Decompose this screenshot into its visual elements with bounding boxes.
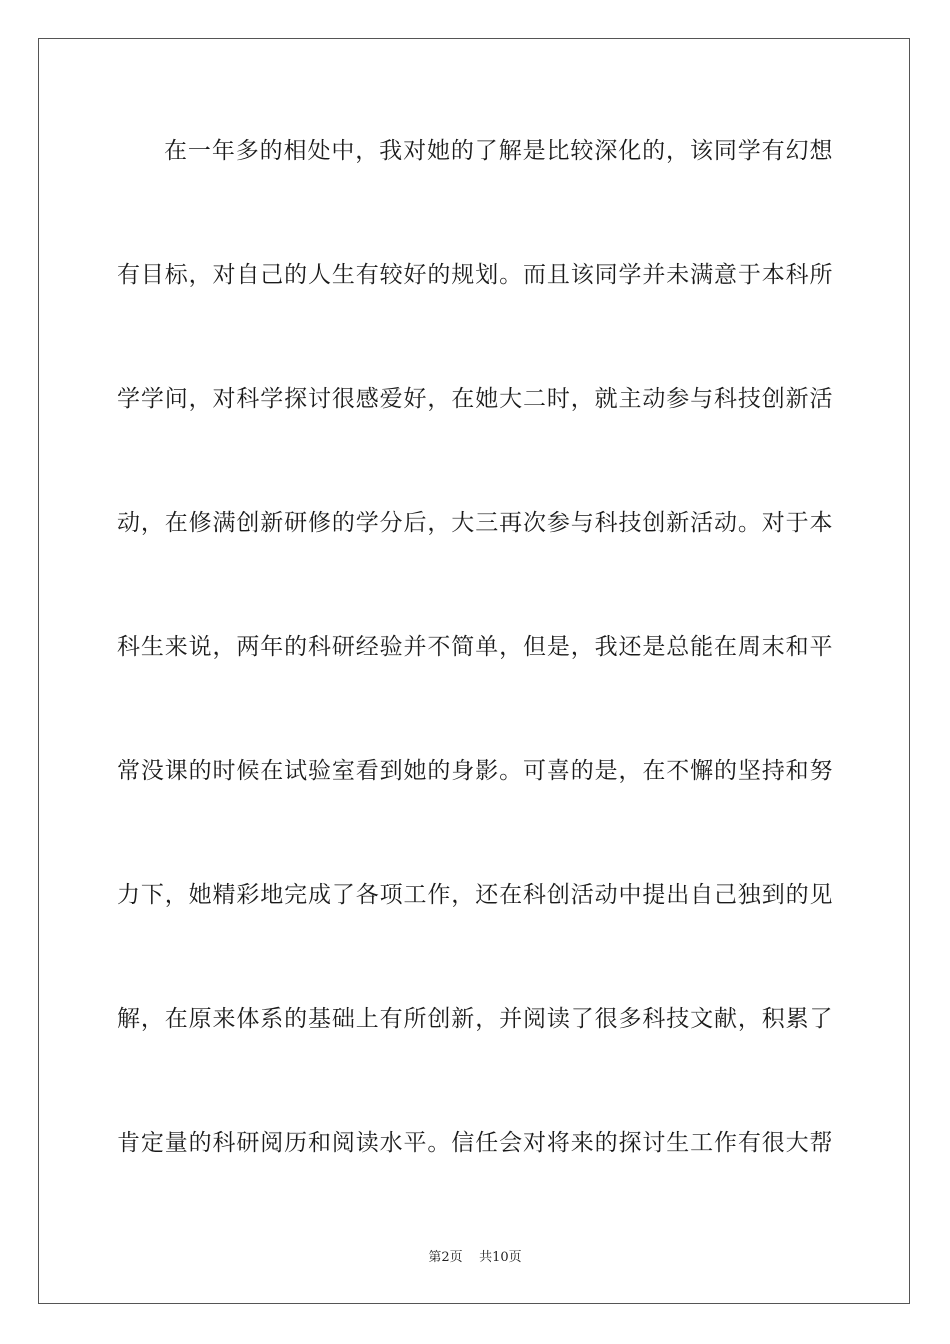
paragraph-line: 学学问，对科学探讨很感爱好，在她大二时，就主动参与科技创新活	[117, 386, 833, 412]
paragraph-line: 科生来说，两年的科研经验并不简单，但是，我还是总能在周末和平	[117, 634, 833, 660]
paragraph-line: 在一年多的相处中，我对她的了解是比较深化的，该同学有幻想	[164, 138, 833, 164]
paragraph-line: 常没课的时候在试验室看到她的身影。可喜的是，在不懈的坚持和努	[117, 758, 833, 784]
paragraph-line: 肯定量的科研阅历和阅读水平。信任会对将来的探讨生工作有很大帮	[117, 1130, 833, 1156]
paragraph-line: 动，在修满创新研修的学分后，大三再次参与科技创新活动。对于本	[117, 510, 833, 536]
page-number: 第2页	[428, 1250, 463, 1265]
paragraph-line: 力下，她精彩地完成了各项工作，还在科创活动中提出自己独到的见	[117, 882, 833, 908]
page-footer	[0, 1246, 950, 1265]
page-border	[38, 38, 910, 1304]
paragraph-line: 解，在原来体系的基础上有所创新，并阅读了很多科技文献，积累了	[117, 1006, 833, 1032]
total-pages: 共10页	[479, 1250, 522, 1265]
paragraph-line: 有目标，对自己的人生有较好的规划。而且该同学并未满意于本科所	[117, 262, 833, 288]
